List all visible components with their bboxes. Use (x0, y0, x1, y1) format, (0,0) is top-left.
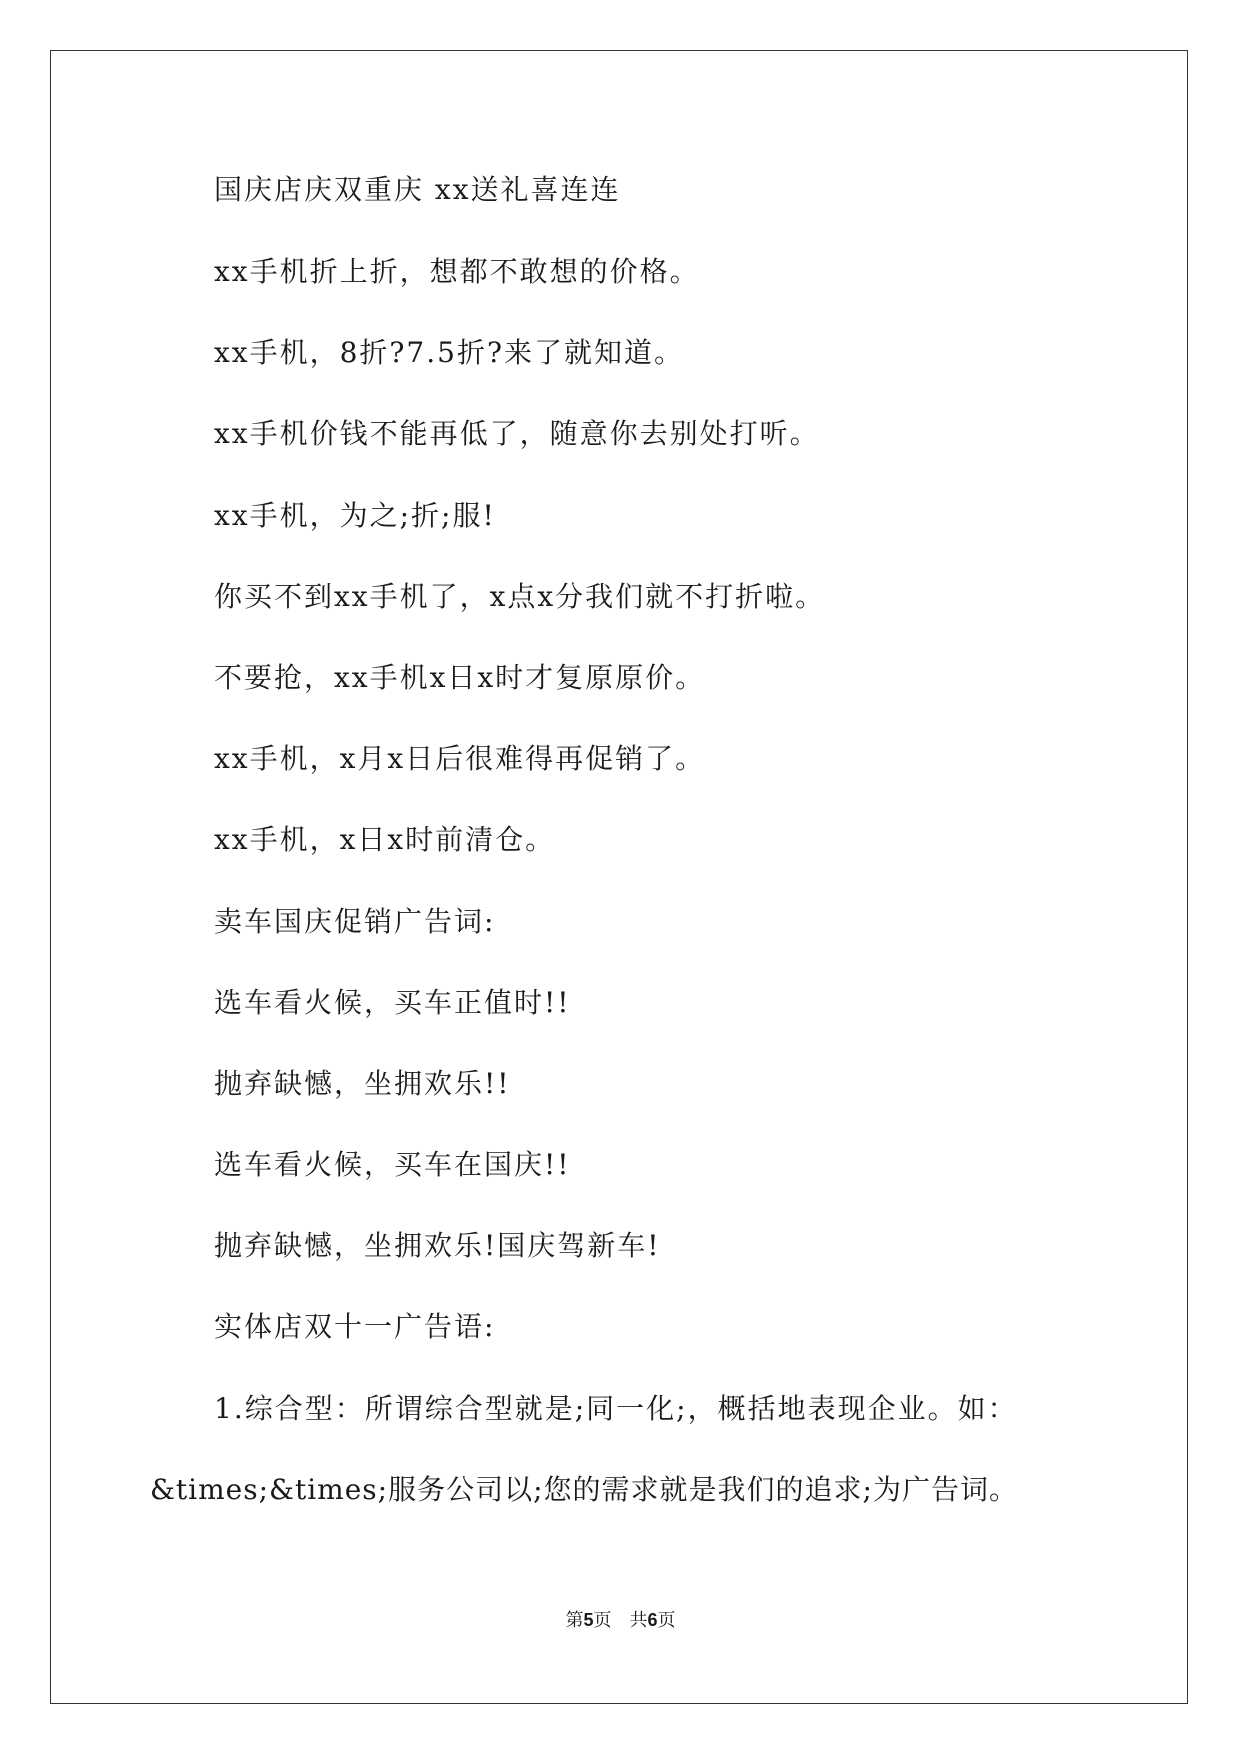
text-line: xx手机，8折?7.5折?来了就知道。 (214, 336, 684, 369)
text-line: 抛弃缺憾，坐拥欢乐!国庆驾新车! (214, 1229, 661, 1262)
footer-total-unit: 页 (657, 1610, 676, 1631)
text-line: 卖车国庆促销广告词: (214, 905, 496, 938)
text-line: 不要抢，xx手机x日x时才复原原价。 (214, 661, 706, 694)
footer-page-unit: 页 (593, 1610, 612, 1631)
text-line: xx手机折上折，想都不敢想的价格。 (214, 255, 700, 288)
footer-total-prefix: 共 (629, 1610, 648, 1631)
text-line: xx手机价钱不能再低了，随意你去别处打听。 (214, 417, 820, 450)
footer-prefix: 第 (565, 1610, 584, 1631)
text-line: 选车看火候，买车正值时!! (214, 986, 571, 1019)
text-line: xx手机，x月x日后很难得再促销了。 (214, 742, 706, 775)
text-line: 抛弃缺憾，坐拥欢乐!! (214, 1067, 511, 1100)
text-line: 实体店双十一广告语: (214, 1310, 496, 1343)
footer-page-number: 5 (583, 1610, 594, 1630)
text-line: xx手机，为之;折;服! (214, 499, 496, 532)
text-line: xx手机，x日x时前清仓。 (214, 823, 556, 856)
text-line: 1.综合型：所谓综合型就是;同一化;，概括地表现企业。如： (214, 1392, 1018, 1425)
text-line: &times;&times;服务公司以;您的需求就是我们的追求;为广告词。 (150, 1473, 1018, 1506)
footer-total-pages: 6 (647, 1610, 658, 1630)
text-line: 你买不到xx手机了，x点x分我们就不打折啦。 (214, 580, 826, 613)
text-line: 国庆店庆双重庆 xx送礼喜连连 (214, 173, 621, 206)
text-line: 选车看火候，买车在国庆!! (214, 1148, 571, 1181)
page-footer (0, 1608, 1241, 1633)
